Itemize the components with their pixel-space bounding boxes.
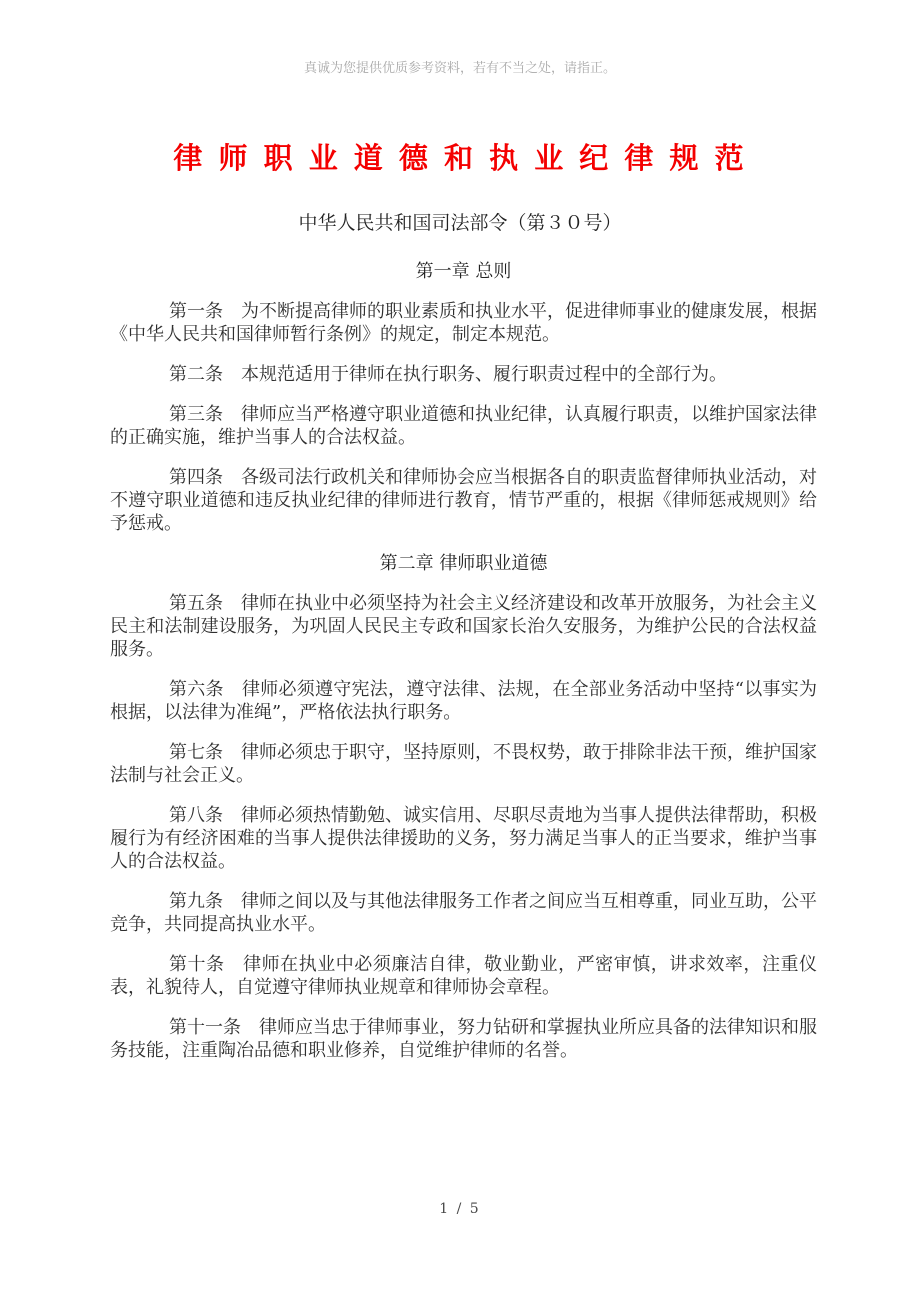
- chapter-heading-1: 第一章 总则: [415, 261, 512, 282]
- article-3: 第三条 律师应当严格遵守职业道德和执业纪律，认真履行职责，以维护国家法律的正确实施，维护当事人的合法权益。: [110, 404, 817, 448]
- article-11: 第十一条 律师应当忠于律师事业，努力钻研和掌握执业所应具备的法律知识和服务技能，注重陶冶品德和职业修养，自觉维护律师的名誉。: [110, 1017, 817, 1061]
- document-body: [110, 260, 817, 1062]
- page-footer: [0, 1200, 920, 1218]
- article-7: 第七条 律师必须忠于职守，坚持原则，不畏权势，敢于排除非法干预，维护国家法制与社会正义。: [110, 742, 817, 786]
- page-indicator: 1 / 5: [439, 1201, 481, 1217]
- article-1: 第一条 为不断提高律师的职业素质和执业水平，促进律师事业的健康发展，根据《中华人民共和国律师暂行条例》的规定，制定本规范。: [110, 301, 817, 345]
- article-6: 第六条 律师必须遵守宪法，遵守法律、法规，在全部业务活动中坚持“以事实为根据，以法律为准绳”，严格依法执行职务。: [110, 679, 817, 723]
- article-5: 第五条 律师在执业中必须坚持为社会主义经济建设和改革开放服务，为社会主义民主和法制建设服务，为巩固人民民主专政和国家长治久安服务，为维护公民的合法权益服务。: [110, 593, 817, 660]
- article-2: 第二条 本规范适用于律师在执行职务、履行职责过程中的全部行为。: [169, 364, 727, 385]
- header-note: 真诚为您提供优质参考资料，若有不当之处，请指正。: [303, 61, 616, 76]
- article-8: 第八条 律师必须热情勤勉、诚实信用、尽职尽责地为当事人提供法律帮助，积极履行为有经济困难的当事人提供法律援助的义务，努力满足当事人的正当要求，维护当事人的合法权益。: [110, 805, 817, 872]
- article-10: 第十条 律师在执业中必须廉洁自律，敬业勤业，严密审慎，讲求效率，注重仪表，礼貌待人，自觉遵守律师执业规章和律师协会章程。: [110, 954, 817, 998]
- document-subtitle: 中华人民共和国司法部令（第３０号）: [298, 212, 622, 234]
- article-9: 第九条 律师之间以及与其他法律服务工作者之间应当互相尊重，同业互助，公平竞争，共同提高执业水平。: [110, 891, 817, 935]
- article-4: 第四条 各级司法行政机关和律师协会应当根据各自的职责监督律师执业活动，对不遵守职业道德和违反执业纪律的律师进行教育，情节严重的，根据《律师惩戒规则》给予惩戒。: [110, 467, 817, 534]
- chapter-heading-2: 第二章 律师职业道德: [379, 553, 548, 574]
- document-title: 律 师 职 业 道 德 和 执 业 纪 律 规 范: [173, 141, 747, 175]
